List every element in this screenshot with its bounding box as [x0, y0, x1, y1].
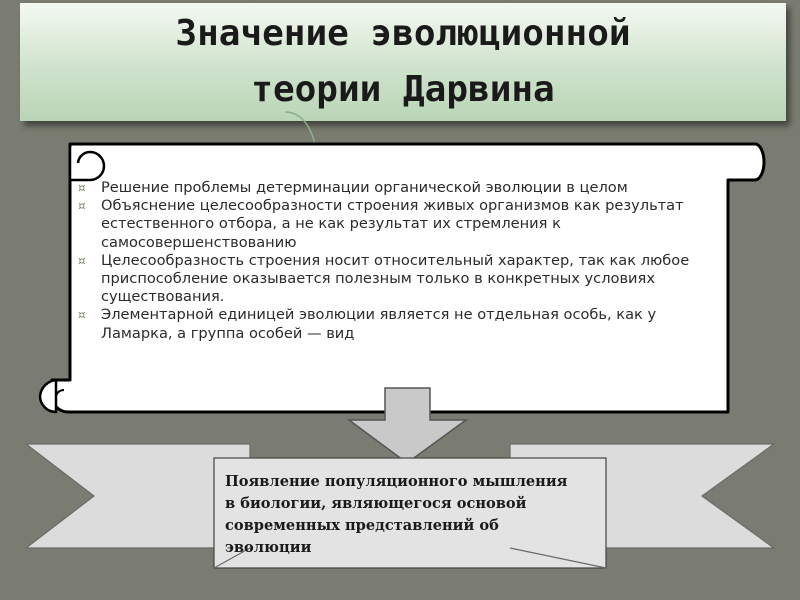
bullet-item: ¤ Решение проблемы детерминации органической эволюции в целом	[78, 179, 723, 197]
conclusion-text: Появление популяционного мышления в биологии, являющегося основой современных представлений об эволюции	[225, 473, 568, 556]
title-line-2: теории Дарвина	[251, 69, 555, 110]
bullet-item: ¤ Целесообразность строения носит относительный характер, так как любое приспособление оказывается полезным только в конкретных условиях существования.	[78, 252, 723, 307]
title-line-1: Значение эволюционной	[175, 13, 631, 54]
bullet-list	[78, 179, 723, 343]
bullet-item: ¤ Элементарной единицей эволюции является не отдельная особь, как у Ламарка, а группа особей — вид	[78, 306, 723, 342]
bullet-item: ¤ Объяснение целесообразности строения живых организмов как результат естественного отбора, а не как результат их стремления к самосовершенствованию	[78, 197, 723, 252]
